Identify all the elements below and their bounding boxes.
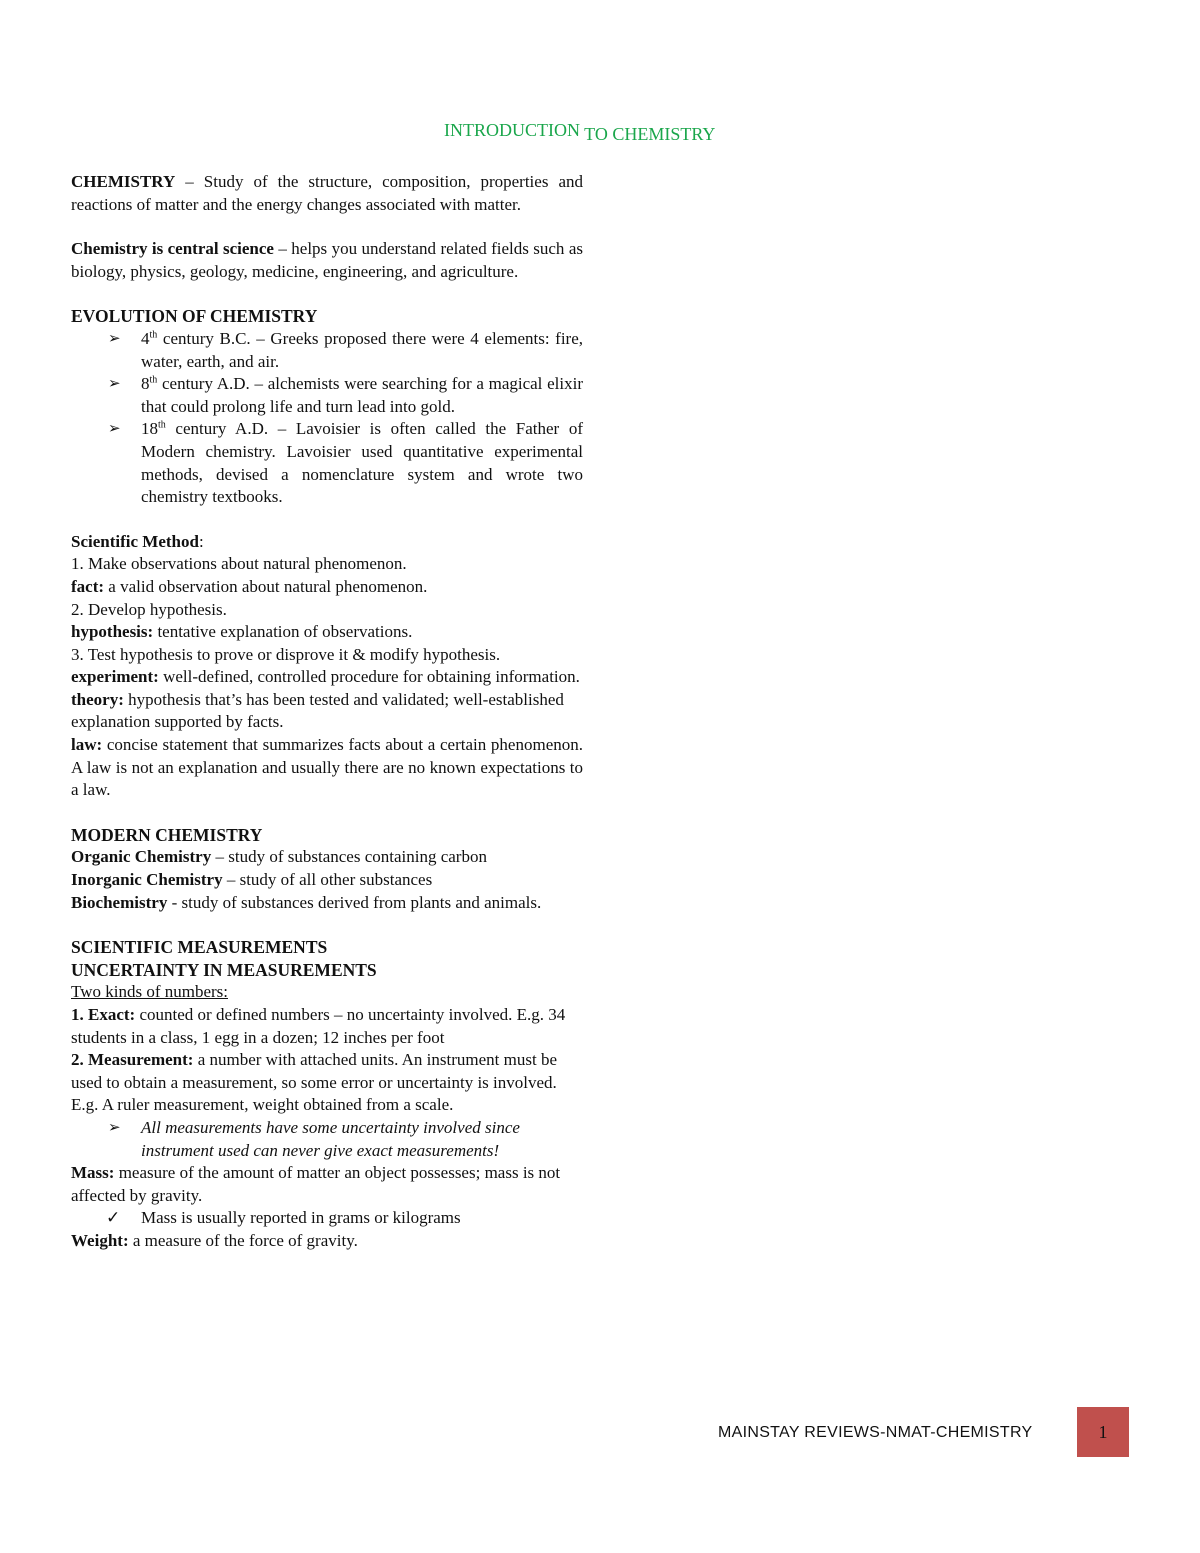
organic-definition [71, 846, 583, 869]
fact-term: fact: [71, 576, 105, 596]
arrow-bullet-icon: ➢ [108, 376, 121, 393]
method-heading-text: Scientific Method [71, 531, 199, 551]
method-step-1: 1. Make observations about natural phenomenon. [71, 554, 407, 574]
modern-heading: MODERN CHEMISTRY [71, 824, 263, 845]
kinds-of-numbers: Two kinds of numbers: [71, 982, 228, 1002]
measurement-text: a number with attached units. An instrument must be used to obtain a measurement, so some error or uncertainty is involved. E.g. A ruler measurement, weight obtained from a scale. [71, 1050, 557, 1115]
page-title [444, 120, 716, 145]
biochemistry-definition [71, 892, 583, 915]
century-number: 4 [141, 328, 150, 348]
measurement-definition [71, 1049, 583, 1117]
law-definition [71, 734, 583, 802]
exact-term: 1. Exact: [71, 1005, 136, 1024]
mass-definition [71, 1162, 583, 1207]
arrow-bullet-icon: ➢ [108, 421, 121, 438]
arrow-bullet-icon: ➢ [108, 330, 121, 347]
list-item-text: century A.D. – Lavoisier is often called the Father of Modern chemistry. Lavoisier used quantitative experimental methods, devised a nomenclature system and wrote two chemistry textbooks. [141, 419, 583, 507]
weight-term: Weight: [71, 1230, 129, 1250]
content-column [71, 171, 583, 1253]
organic-text: – study of substances containing carbon [211, 847, 487, 867]
century-suffix: th [149, 374, 158, 386]
century-number: 8 [141, 374, 150, 394]
weight-definition [71, 1230, 583, 1253]
title-part-2: TO CHEMISTRY [579, 124, 716, 144]
hypothesis-definition [71, 621, 583, 644]
list-item [108, 373, 583, 418]
measurements-heading: SCIENTIFIC MEASUREMENTS [71, 937, 328, 958]
experiment-definition [71, 666, 583, 689]
uncertainty-note-list [71, 1117, 583, 1162]
inorganic-text: – study of all other substances [222, 870, 433, 890]
experiment-term: experiment: [71, 667, 159, 687]
mass-note [71, 1207, 583, 1230]
central-text: – helps you understand related fields such as biology, physics, geology, medicine, engineering, and agriculture. [71, 239, 583, 281]
weight-text: a measure of the force of gravity. [128, 1230, 358, 1250]
check-icon: ✓ [106, 1208, 121, 1228]
evolution-list [71, 328, 583, 509]
page-number: 1 [1098, 1421, 1108, 1442]
experiment-text: well-defined, controlled procedure for obtaining information. [158, 667, 580, 687]
mass-term: Mass: [71, 1163, 115, 1183]
arrow-bullet-icon: ➢ [108, 1119, 121, 1136]
theory-definition [71, 689, 583, 734]
mass-note-text: Mass is usually reported in grams or kilograms [141, 1208, 461, 1228]
century-number: 18 [141, 419, 158, 439]
fact-definition [71, 576, 583, 599]
list-item [108, 328, 583, 373]
mass-text: measure of the amount of matter an object possesses; mass is not affected by gravity. [71, 1163, 561, 1205]
method-heading-colon: : [198, 531, 204, 551]
exact-text: counted or defined numbers – no uncertainty involved. E.g. 34 students in a class, 1 egg in a dozen; 12 inches per foot [71, 1005, 566, 1047]
uncertainty-note: All measurements have some uncertainty involved since instrument used can never give exact measurements! [141, 1117, 520, 1160]
method-heading [71, 531, 583, 554]
central-term: Chemistry is central science [71, 239, 274, 259]
law-term: law: [71, 735, 103, 755]
method-step-2: 2. Develop hypothesis. [71, 599, 227, 619]
law-text: concise statement that summarizes facts about a certain phenomenon. A law is not an explanation and usually there are no known expectations to a law. [71, 735, 583, 800]
central-science [71, 238, 583, 283]
chemistry-definition [71, 171, 583, 216]
inorganic-term: Inorganic Chemistry [71, 870, 223, 890]
exact-definition [71, 1004, 583, 1049]
list-item-text: century A.D. – alchemists were searching for a magical elixir that could prolong life and turn lead into gold. [141, 374, 583, 416]
footer-label: MAINSTAY REVIEWS-NMAT-CHEMISTRY [718, 1424, 1033, 1441]
biochemistry-term: Biochemistry [71, 892, 168, 912]
list-item-text: century B.C. – Greeks proposed there were 4 elements: fire, water, earth, and air. [141, 328, 583, 371]
evolution-heading: EVOLUTION OF CHEMISTRY [71, 306, 318, 327]
theory-term: theory: [71, 689, 124, 709]
century-suffix: th [158, 419, 166, 431]
page-number-badge [1077, 1407, 1129, 1457]
hypothesis-text: tentative explanation of observations. [153, 622, 413, 642]
organic-term: Organic Chemistry [71, 847, 212, 867]
fact-text: a valid observation about natural phenomenon. [104, 576, 428, 596]
list-item [108, 1117, 543, 1162]
theory-text: hypothesis that’s has been tested and validated; well-established explanation supported by facts. [71, 689, 564, 732]
title-part-1: INTRODUCTION [444, 120, 580, 140]
hypothesis-term: hypothesis: [71, 622, 154, 642]
century-suffix: th [149, 329, 158, 341]
method-step-3: 3. Test hypothesis to prove or disprove it & modify hypothesis. [71, 644, 501, 664]
chemistry-text: – Study of the structure, composition, properties and reactions of matter and the energy changes associated with matter. [71, 172, 583, 214]
list-item [108, 418, 583, 508]
biochemistry-text: - study of substances derived from plants and animals. [167, 892, 542, 912]
measurement-term: 2. Measurement: [71, 1050, 194, 1070]
inorganic-definition [71, 869, 583, 892]
uncertainty-heading: UNCERTAINTY IN MEASUREMENTS [71, 959, 377, 980]
chemistry-term: CHEMISTRY [71, 172, 176, 191]
